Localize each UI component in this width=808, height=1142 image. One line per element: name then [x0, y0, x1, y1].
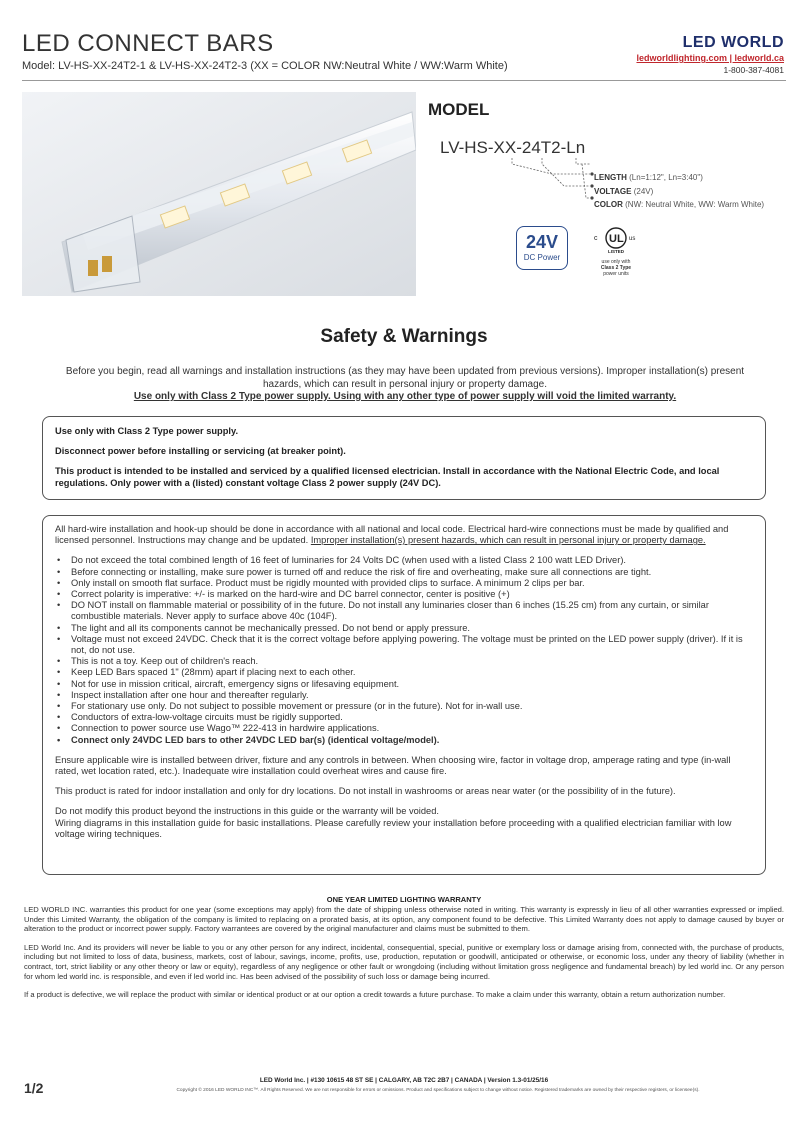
voltage-sub: DC Power	[523, 253, 561, 262]
modify-paragraph: Do not modify this product beyond the instructions in this guide or the warranty will be voided. Wiring diagrams in this installation guide for basic installations. Please carefully review your installation before proceeding with a qualified electrician familiar with low voltage wiring techniques.	[55, 806, 732, 839]
page-number: 1/2	[24, 1080, 44, 1096]
brand-websites[interactable]: ledworldlighting.com | ledworld.ca	[636, 53, 784, 63]
brand-logo: LED WORLD	[682, 34, 784, 51]
installation-bullets	[55, 555, 753, 745]
safety-intro-text: Before you begin, read all warnings and installation instructions (as they may have been updated from previous versions). Improper installation(s) present hazards, which can result in personal injury or property damage.	[65, 366, 745, 390]
warning-electrician: This product is intended to be installed and serviced by a qualified licensed electrician. Install in accordance with the National Electric Code, and local regulations. Only power with a (listed) constant voltage Class 2 power supply (24V DC).	[55, 466, 720, 488]
installation-notes-box	[42, 515, 766, 875]
warranty-paragraph: LED WORLD INC. warranties this product for one year (some exceptions may apply) from the date of shipping unless otherwise noted in writing. This warranty is expressly in lieu of all other warranties expressed or implied. Under this Limited Warranty, the obligation of the company is limited to replacing on a prorated basis, at its option, any component found to be defective. This Limited Warranty does not apply to damage caused by buyer or alteration to the product or incorrect power supply. Factory warrantees are covered by the original manufacturer and claims must be submitted to them.	[24, 905, 784, 934]
model-heading: MODEL	[428, 100, 490, 119]
warranty-text	[24, 905, 784, 1009]
warning-disconnect: Disconnect power before installing or servicing (at breaker point).	[55, 446, 346, 456]
list-item: • Correct polarity is imperative: +/- is marked on the hard-wire and DC barrel connector, center is positive (+)	[55, 589, 753, 600]
safety-intro	[60, 366, 750, 404]
list-item: • The light and all its components cannot be mechanically pressed. Do not bend or apply pressure.	[55, 623, 753, 634]
warning-class2: Use only with Class 2 Type power supply.	[55, 426, 239, 436]
svg-text:UL: UL	[609, 233, 624, 245]
legend-voltage: VOLTAGE (24V)	[594, 186, 654, 196]
list-item: • Connection to power source use Wago™ 222-413 in hardwire applications.	[55, 723, 753, 734]
ul-logo-icon	[588, 226, 644, 254]
legend-length: LENGTH (Ln=1:12", Ln=3:40")	[594, 173, 703, 182]
copyright-notice: Copyright © 2016 LED WORLD INC™. All Rights Reserved. We are not responsible for errors or omissions. Product and specifications subject to change without notice. Registered trademarks are owned by their respective registers, or licensee(s).	[176, 1088, 700, 1093]
list-item: • Do not exceed the total combined length of 16 feet of luminaries for 24 Volts DC (when used with a listed Class 2 100 watt LED Driver).	[55, 555, 753, 566]
list-item: • Voltage must not exceed 24VDC. Check that it is the correct voltage before applying powering. The voltage must be printed on the LED power supply (driver). If it is not, do not use.	[55, 634, 753, 656]
svg-text:us: us	[629, 236, 636, 242]
indoor-paragraph: This product is rated for indoor installation and only for dry locations. Do not install in washrooms or areas near water (or the possibility of in the future).	[55, 786, 676, 797]
voltage-badge	[516, 226, 568, 270]
list-item: • Conductors of extra-low-voltage circuits must be rigidly supported.	[55, 712, 753, 723]
list-item-bold: • Connect only 24VDC LED bars to other 24VDC LED bar(s) (identical voltage/model).	[55, 735, 753, 746]
legend-color: COLOR (NW: Neutral White, WW: Warm White)	[594, 200, 765, 209]
list-item: • For stationary use only. Do not subject to possible movement or pressure (or in the future). Not for in-wall use.	[55, 701, 753, 712]
svg-text:c: c	[594, 235, 598, 242]
list-item: • This is not a toy. Keep out of children's reach.	[55, 656, 753, 667]
ul-caption-1: use only with	[601, 259, 631, 265]
model-subtitle: Model: LV-HS-XX-24T2-1 & LV-HS-XX-24T2-3 (XX = COLOR NW:Neutral White / WW:Warm White)	[22, 60, 508, 72]
ul-caption-3: power units	[603, 271, 629, 277]
ul-listed-mark	[588, 226, 644, 286]
model-code: LV-HS-XX-24T2-Ln	[440, 138, 586, 157]
ul-caption-2: Class 2 Type	[600, 265, 632, 271]
installation-intro: All hard-wire installation and hook-up should be done in accordance with all national and local code. Electrical hard-wire connections must be made by qualified and licensed personnel. Instructions may change and be updated. Improper installation(s) present hazards, which can result in personal injury or property damage.	[55, 524, 729, 546]
warranty-paragraph: LED World Inc. And its providers will never be liable to you or any other person for any indirect, incidental, consequential, special, punitive or exemplary loss or damage arising from, connected with, the purchase of products, including but not limited to loss of data, business, markets, cost of labour, savings, income, profits, use, production, reputation or goodwill, anticipated or otherwise, or economic loss, under any theory of liability (whether in contract, tort, strict liability or any other theory or law or equity), regardless of any negligence or other fault or wrongdoing (including without limitation gross negligence and fundamental breach) by led world inc. Or any person for whom led world inc. is responsible, and even if led world inc. Has been advised of the possibility of such loss or damage being incurred.	[24, 942, 784, 981]
list-item: • Keep LED Bars spaced 1" (28mm) apart if placing next to each other.	[55, 667, 753, 678]
safety-title: Safety & Warnings	[320, 326, 488, 347]
header-divider	[22, 80, 786, 81]
list-item: • Inspect installation after one hour and thereafter regularly.	[55, 690, 753, 701]
safety-intro-warning: Use only with Class 2 Type power supply. Using with any other type of power supply will void the limited warranty.	[133, 391, 677, 402]
svg-text:LISTED: LISTED	[608, 249, 625, 254]
warranty-paragraph: If a product is defective, we will replace the product with similar or identical product or at our option a credit towards a future purchase. To make a claim under this warranty, obtain a return authorization number.	[24, 990, 726, 1000]
voltage-value: 24V	[525, 232, 559, 252]
wire-paragraph: Ensure applicable wire is installed between driver, fixture and any controls in between. When choosing wire, factor in voltage drop, amperage rating and type (in-wall rated, wet location rated, etc.). Inadequate wire installation could overheat wires and cause fire.	[55, 754, 731, 777]
brand-phone: 1-800-387-4081	[723, 65, 784, 75]
model-legend	[594, 171, 764, 212]
list-item: • Not for use in mission critical, aircraft, emergency signs or lifesaving equipment.	[55, 679, 753, 690]
list-item: • DO NOT install on flammable material or possibility of in the future. Do not install any luminaries closer than 6 inches (15.25 cm) from any curtain, or similar combustible materials. Never apply to surface above 40c (104F).	[55, 600, 753, 622]
document-title: LED CONNECT BARS	[22, 30, 274, 57]
warranty-title: ONE YEAR LIMITED LIGHTING WARRANTY	[326, 895, 482, 904]
product-photo	[22, 92, 416, 296]
list-item: • Only install on smooth flat surface. Product must be rigidly mounted with provided clips to surface. A minimum 2 clips per bar.	[55, 578, 753, 589]
brand-block	[636, 34, 784, 75]
primary-warnings-box	[42, 416, 766, 500]
footer-address: LED World Inc. | #130 10615 48 ST SE | CALGARY, AB T2C 2B7 | CANADA | Version 1.3-01/25/16	[259, 1077, 549, 1084]
list-item: • Before connecting or installing, make sure power is turned off and reduce the risk of fire and overheating, make sure all connections are tight.	[55, 567, 753, 578]
